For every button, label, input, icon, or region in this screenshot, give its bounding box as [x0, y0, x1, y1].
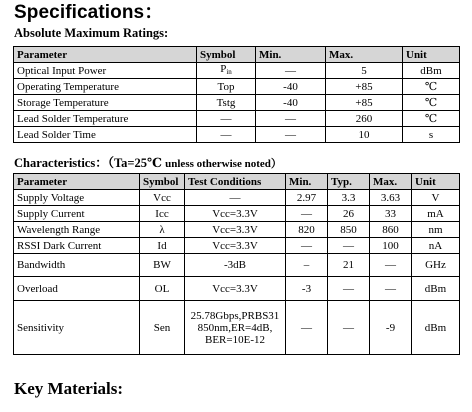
symbol-cell: Id: [140, 238, 185, 254]
symbol-base: P: [220, 63, 227, 75]
unit-cell: nA: [412, 238, 460, 254]
max-cell: 33: [370, 206, 412, 222]
min-cell: —: [256, 63, 326, 79]
min-cell: -3: [286, 277, 328, 301]
characteristics-table: [13, 173, 460, 355]
abs-max-table: [13, 46, 460, 143]
table-row: [14, 190, 460, 206]
parameter-cell: Supply Current: [14, 206, 140, 222]
symbol-cell: [197, 63, 256, 79]
unit-cell: V: [412, 190, 460, 206]
symbol-subscript: in: [226, 68, 232, 76]
chr-col-unit: Unit: [412, 174, 460, 190]
symbol-cell: Sen: [140, 301, 185, 355]
unit-cell: ℃: [403, 111, 460, 127]
max-cell: 260: [326, 111, 403, 127]
table-row: [14, 111, 460, 127]
max-cell: +85: [326, 79, 403, 95]
conditions-cell: Vcc=3.3V: [185, 222, 286, 238]
abs-col-max: Max.: [326, 47, 403, 63]
typ-cell: 21: [328, 254, 370, 277]
chr-col-typ: Typ.: [328, 174, 370, 190]
abs-col-parameter: Parameter: [14, 47, 197, 63]
unit-cell: mA: [412, 206, 460, 222]
conditions-cell: [185, 301, 286, 355]
conditions-cell: —: [185, 190, 286, 206]
symbol-cell: Tstg: [197, 95, 256, 111]
abs-col-unit: Unit: [403, 47, 460, 63]
min-cell: -40: [256, 95, 326, 111]
max-cell: -9: [370, 301, 412, 355]
min-cell: —: [286, 238, 328, 254]
max-cell: +85: [326, 95, 403, 111]
parameter-cell: Optical Input Power: [14, 63, 197, 79]
table-row: [14, 277, 460, 301]
characteristics-heading: [14, 153, 282, 171]
condition-line: BER=10E-12: [205, 333, 265, 346]
parameter-cell: Supply Voltage: [14, 190, 140, 206]
max-cell: 10: [326, 127, 403, 143]
chr-col-conditions: Test Conditions: [185, 174, 286, 190]
parameter-cell: Wavelength Range: [14, 222, 140, 238]
max-cell: 860: [370, 222, 412, 238]
characteristics-header-row: [14, 174, 460, 190]
parameter-cell: Lead Solder Temperature: [14, 111, 197, 127]
table-row: [14, 301, 460, 355]
table-row: [14, 206, 460, 222]
condition-line: 25.78Gbps,PRBS31: [190, 309, 280, 322]
characteristics-heading-main: Characteristics：（Ta=25℃: [14, 156, 163, 170]
table-row: [14, 95, 460, 111]
max-cell: —: [370, 277, 412, 301]
symbol-cell: Icc: [140, 206, 185, 222]
typ-cell: —: [328, 238, 370, 254]
parameter-cell: Bandwidth: [14, 254, 140, 277]
min-cell: 2.97: [286, 190, 328, 206]
unit-cell: nm: [412, 222, 460, 238]
max-cell: 3.63: [370, 190, 412, 206]
symbol-cell: —: [197, 127, 256, 143]
abs-max-header-row: [14, 47, 460, 63]
characteristics-heading-note: unless otherwise noted）: [165, 158, 282, 170]
symbol-cell: —: [197, 111, 256, 127]
max-cell: —: [370, 254, 412, 277]
table-row: [14, 254, 460, 277]
max-cell: 5: [326, 63, 403, 79]
symbol-cell: Top: [197, 79, 256, 95]
max-cell: 100: [370, 238, 412, 254]
symbol-cell: λ: [140, 222, 185, 238]
typ-cell: 850: [328, 222, 370, 238]
table-row: [14, 63, 460, 79]
abs-col-symbol: Symbol: [197, 47, 256, 63]
table-row: [14, 222, 460, 238]
abs-max-heading: Absolute Maximum Ratings:: [14, 26, 169, 40]
page-title: Specifications：: [14, 2, 164, 23]
parameter-cell: Overload: [14, 277, 140, 301]
unit-cell: dBm: [412, 277, 460, 301]
condition-line: 850nm,ER=4dB,: [197, 321, 273, 334]
parameter-cell: Sensitivity: [14, 301, 140, 355]
min-cell: —: [256, 127, 326, 143]
min-cell: —: [286, 206, 328, 222]
conditions-cell: Vcc=3.3V: [185, 206, 286, 222]
symbol-cell: Vcc: [140, 190, 185, 206]
parameter-cell: Lead Solder Time: [14, 127, 197, 143]
min-cell: -40: [256, 79, 326, 95]
typ-cell: 26: [328, 206, 370, 222]
conditions-cell: Vcc=3.3V: [185, 277, 286, 301]
symbol-cell: OL: [140, 277, 185, 301]
parameter-cell: Operating Temperature: [14, 79, 197, 95]
abs-col-min: Min.: [256, 47, 326, 63]
conditions-cell: Vcc=3.3V: [185, 238, 286, 254]
chr-col-symbol: Symbol: [140, 174, 185, 190]
min-cell: 820: [286, 222, 328, 238]
symbol-cell: BW: [140, 254, 185, 277]
table-row: [14, 79, 460, 95]
table-row: [14, 238, 460, 254]
parameter-cell: Storage Temperature: [14, 95, 197, 111]
parameter-cell: RSSI Dark Current: [14, 238, 140, 254]
min-cell: —: [256, 111, 326, 127]
chr-col-parameter: Parameter: [14, 174, 140, 190]
key-materials-heading: Key Materials:: [14, 379, 124, 398]
min-cell: –: [286, 254, 328, 277]
typ-cell: —: [328, 277, 370, 301]
unit-cell: dBm: [412, 301, 460, 355]
conditions-cell: -3dB: [185, 254, 286, 277]
unit-cell: ℃: [403, 79, 460, 95]
min-cell: —: [286, 301, 328, 355]
table-row: [14, 127, 460, 143]
unit-cell: ℃: [403, 95, 460, 111]
unit-cell: s: [403, 127, 460, 143]
unit-cell: dBm: [403, 63, 460, 79]
typ-cell: 3.3: [328, 190, 370, 206]
chr-col-max: Max.: [370, 174, 412, 190]
typ-cell: —: [328, 301, 370, 355]
chr-col-min: Min.: [286, 174, 328, 190]
unit-cell: GHz: [412, 254, 460, 277]
